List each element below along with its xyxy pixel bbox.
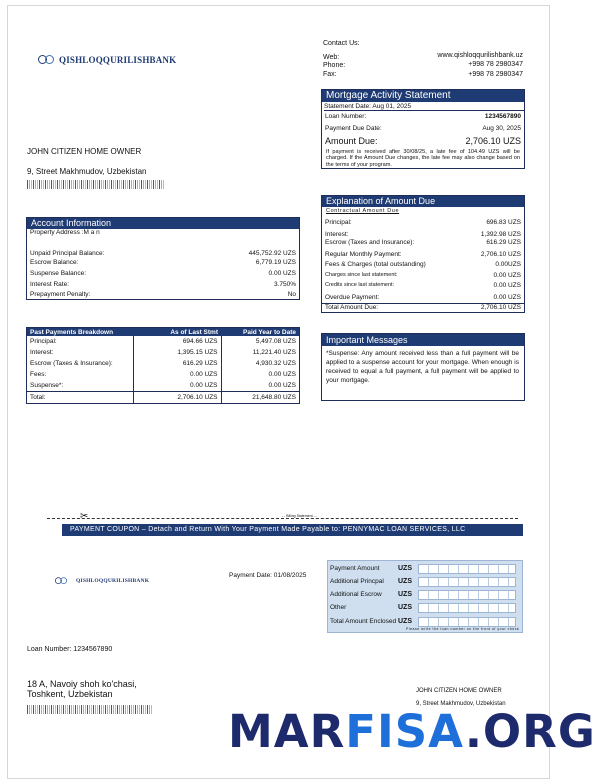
additional-escrow-row: Additional Escrow UZS: [330, 589, 516, 600]
payment-amount-field[interactable]: [418, 564, 516, 574]
property-address: Property Address :M a n: [30, 229, 100, 236]
loan-number-row: Loan Number: 1234567890: [325, 113, 521, 120]
coupon-customer-name: JOHN CITIZEN HOME OWNER: [416, 688, 502, 694]
statement-date: Statement Date: Aug 01, 2025: [324, 103, 524, 111]
explanation-title: Explanation of Amount Due: [322, 196, 524, 207]
other-amount-field[interactable]: [418, 603, 516, 613]
web-label: Web:: [323, 54, 340, 61]
table-row: Suspense*: 0.00 UZS 0.00 UZS: [27, 380, 300, 392]
exp-escrow: Escrow (Taxes and Insurance): 616.29 UZS: [325, 239, 521, 246]
acct-escrow: Escrow Balance: 6,779.19 UZS: [30, 259, 296, 266]
table-header-row: [27, 328, 300, 337]
important-messages-box: [321, 333, 525, 401]
payment-coupon-band: PAYMENT COUPON – Detach and Return With Your Payment Made Payable to: PENNYMAC LOAN SERVICES, LLC: [62, 524, 523, 536]
other-row: Other UZS: [330, 602, 516, 613]
coupon-bank-logo: [55, 576, 149, 586]
account-info-title: Account Information: [27, 218, 299, 229]
phone-value: +998 78 2980347: [468, 61, 523, 68]
payment-date: Payment Date: 01/08/2025: [229, 572, 307, 579]
table-row: Interest: 1,395.15 UZS 11,221.40 UZS: [27, 347, 300, 358]
activity-statement-box: [321, 89, 525, 169]
acct-suspense: Suspense Balance: 0.00 UZS: [30, 270, 296, 277]
acct-penalty: Prepayment Penalty: No: [30, 291, 296, 298]
additional-escrow-field[interactable]: [418, 590, 516, 600]
bank-logo-icon: [38, 55, 56, 65]
customer-name: JOHN CITIZEN HOME OWNER: [27, 147, 142, 156]
contact-title: Contact Us:: [323, 40, 360, 47]
remit-barcode: [27, 705, 152, 714]
amount-due-row: Amount Due: 2,706.10 UZS: [325, 136, 521, 146]
cut-line-label: - - Billing Statement - -: [282, 514, 317, 518]
important-messages-text: *Suspense: Any amount received less than a full payment will be applied to a suspense account for your mortgage. When enough is received to equal a full payment, a full payment will be applied to your mortgage.: [326, 350, 519, 384]
coupon-customer-address: 9, Street Makhmudov, Uzbekistan: [416, 701, 506, 707]
late-fee-note: If payment is received after 30/08/25, a late fee of 104.49 UZS will be charged. If the Amount Due changes, the late fee may also change based on the terms of your program.: [326, 149, 520, 168]
total-enclosed-field[interactable]: [418, 617, 516, 627]
table-row: Fees: 0.00 UZS 0.00 UZS: [27, 369, 300, 380]
table-row: Principal: 694.66 UZS 5,497.08 UZS: [27, 336, 300, 347]
web-link[interactable]: www.qishloqqurilishbank.uz: [437, 52, 523, 59]
additional-principal-field[interactable]: [418, 577, 516, 587]
remit-address-line2: Toshkent, Uzbekistan: [27, 689, 113, 699]
due-date-row: Payment Due Date: Aug 30, 2025: [325, 125, 521, 132]
activity-statement-title: Mortgage Activity Statement: [322, 90, 524, 102]
exp-charges: Charges since last statement: 0.00 UZS: [325, 272, 521, 279]
coupon-loan-number: Loan Number: 1234567890: [27, 646, 113, 653]
acct-rate: Interest Rate: 3.750%: [30, 281, 296, 288]
exp-interest: Interest: 1,392.98 UZS: [325, 231, 521, 238]
important-messages-title: Important Messages: [322, 334, 524, 346]
coupon-bank-name: QISHLOQQURILISHBANK: [76, 578, 150, 584]
total-enclosed-row: Total Amount Enclosed UZS: [330, 616, 516, 627]
bank-logo-icon: [55, 577, 69, 585]
customer-address: 9, Street Makhmudov, Uzbekistan: [27, 167, 147, 176]
postal-barcode: [27, 180, 165, 189]
exp-fees: Fees & Charges (total outstanding) 0.00UZS: [325, 261, 521, 268]
exp-monthly: Regular Monthly Payment: 2,706.10 UZS: [325, 251, 521, 258]
past-payments-table: [26, 327, 300, 404]
col-header: Past Payments Breakdown: [27, 328, 134, 337]
explanation-box: [321, 195, 525, 313]
exp-credits: Credits since last statement: 0.00 UZS: [325, 282, 521, 289]
scissors-icon: ✂: [80, 511, 89, 522]
account-info-box: [26, 217, 300, 300]
remit-address-line1: 18 A, Navoiy shoh ko'chasi,: [27, 679, 137, 689]
additional-principal-row: Additional Princpal UZS: [330, 576, 516, 587]
col-header: As of Last Stmt: [133, 328, 221, 337]
exp-total: Total Amount Due: 2,706.10 UZS: [322, 303, 524, 311]
bank-name: QISHLOQQURILISHBANK: [59, 55, 177, 65]
explanation-subtitle: Contractual Amount Due: [326, 208, 400, 214]
bank-logo: [38, 55, 176, 65]
fax-label: Fax:: [323, 71, 337, 78]
marfisa-watermark: MARFISA.ORG: [228, 705, 596, 758]
exp-overdue: Overdue Payment: 0.00 UZS: [325, 294, 521, 301]
acct-upb: Unpaid Principal Balance: 445,752.92 UZS: [30, 250, 296, 257]
check-hint: Please write the loan number on the front of your check: [406, 627, 520, 631]
fax-value: +998 78 2980347: [468, 71, 523, 78]
payment-entry-panel: [327, 560, 523, 633]
table-row: Escrow (Taxes & Insurance): 616.29 UZS 4,930.32 UZS: [27, 358, 300, 369]
cut-line: [47, 518, 518, 519]
table-total-row: Total: 2,706.10 UZS 21,648.80 UZS: [27, 392, 300, 404]
exp-principal: Principal: 696.83 UZS: [325, 219, 521, 226]
col-header: Paid Year to Date: [221, 328, 300, 337]
phone-label: Phone:: [323, 62, 346, 69]
payment-amount-row: Payment Amount UZS: [330, 563, 516, 574]
